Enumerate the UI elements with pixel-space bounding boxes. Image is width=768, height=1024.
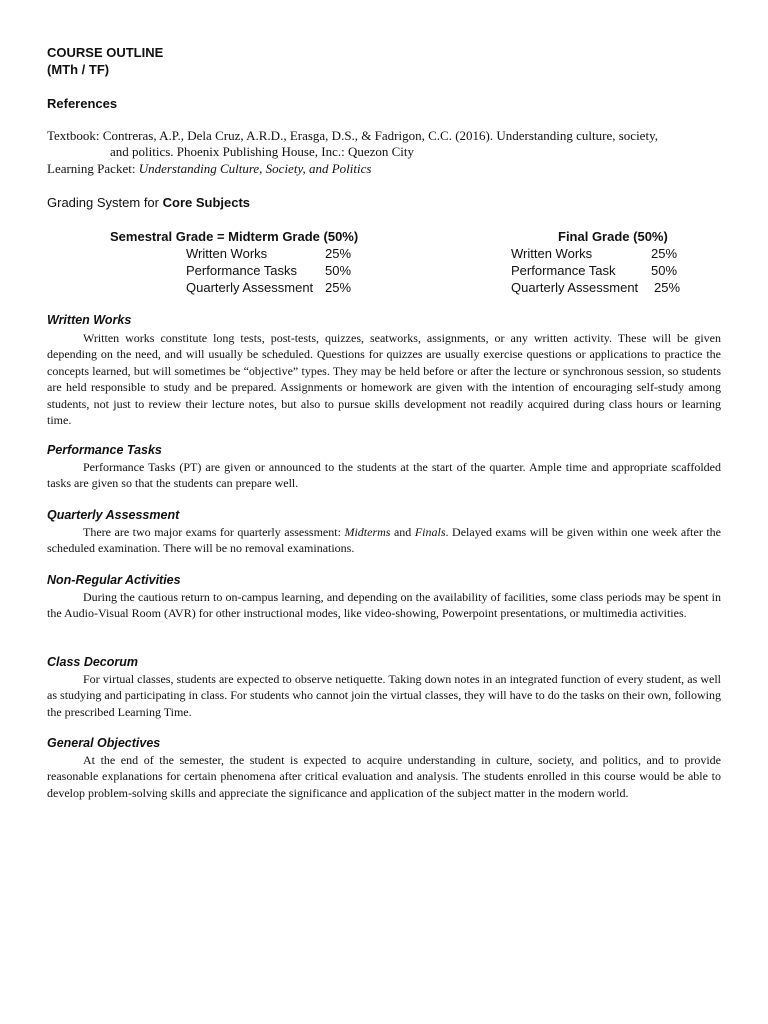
final-row-label: Written Works [511, 246, 593, 261]
section-body-class-decorum: For virtual classes, students are expected to observe netiquette. Taking down notes in an integrated function of every student, as well as studying and participating in class. For students who cannot join the virtual classes, they will have to do the tasks on their own, following the prescribed Learning Time. [47, 672, 721, 719]
reference-textbook [47, 128, 727, 160]
section-body-written-works: Written works constitute long tests, post-tests, quizzes, seatworks, assignments, or any written activity. These will be given depending on the need, and will usually be scheduled. Questions for quizzes are usually exercise questions or applications to practice the concepts learned, but will sometimes be “objective” types. They may be held before or after the lecture or synchronous session, so students are held responsible to study and be prepared. Assignments or homework are given with the intention of encouraging self-study among students, not just to review their lecture notes, but also to pursue skills development not readily acquired during class hours or learning time. [47, 331, 721, 428]
section-heading-general-objectives: General Objectives [47, 736, 161, 750]
semestral-row-label: Written Works [186, 246, 268, 261]
semestral-row-label: Performance Tasks [186, 263, 298, 278]
section-heading-class-decorum: Class Decorum [47, 655, 139, 669]
references-heading: References [47, 96, 118, 111]
final-header: Final Grade (50%) [558, 229, 668, 244]
final-row-label: Quarterly Assessment [511, 280, 639, 295]
grading-bold: Core Subjects [162, 195, 251, 210]
grading-system-label [47, 195, 250, 210]
section-heading-non-regular-activities: Non-Regular Activities [47, 573, 181, 587]
qa-emphasis-midterms: Midterms [344, 525, 391, 539]
section-heading-performance-tasks: Performance Tasks [47, 443, 162, 457]
semestral-row-value: 25% [325, 246, 352, 261]
qa-body-part-b: . Delayed exams will be given within one week after the scheduled examination. There will be no removal examinations. [47, 525, 722, 556]
final-row-value: 25% [654, 280, 681, 295]
title-line-2: (MTh / TF) [47, 62, 110, 77]
section-body-non-regular-activities: During the cautious return to on-campus learning, and depending on the availability of facilities, some class periods may be spent in the Audio-Visual Room (AVR) for other instructional modes, like video-showing, Powerpoint presentations, or multimedia activities. [47, 590, 721, 621]
section-body-general-objectives: At the end of the semester, the student is expected to acquire understanding in culture, society, and politics, and to provide reasonable explanations for certain phenomena after critical evaluation and analysis. The students enrolled in this course would be able to develop problem-solving skills and appreciate the significance and application of the subject matter in the modern world. [47, 753, 721, 800]
textbook-line-2: and politics. Phoenix Publishing House, Inc.: Quezon City [110, 144, 415, 159]
section-heading-quarterly-assessment: Quarterly Assessment [47, 508, 180, 522]
packet-prefix: Learning Packet: [47, 161, 139, 176]
grading-prefix: Grading System for [47, 195, 163, 210]
final-row-label: Performance Task [511, 263, 616, 278]
qa-emphasis-finals: Finals [414, 525, 446, 539]
packet-title: Understanding Culture, Society, and Politics [138, 161, 372, 176]
semestral-header: Semestral Grade = Midterm Grade (50%) [110, 229, 359, 244]
section-body-performance-tasks: Performance Tasks (PT) are given or announced to the students at the start of the quarter. Ample time and appropriate scaffolded tasks are given so that the students can prepare well. [47, 460, 721, 491]
section-body-quarterly-assessment [47, 524, 721, 557]
semestral-row-value: 25% [325, 280, 352, 295]
qa-body-part-a: There are two major exams for quarterly assessment: [83, 525, 345, 539]
page-title [47, 44, 163, 78]
title-line-1: COURSE OUTLINE [47, 45, 164, 60]
semestral-row-label: Quarterly Assessment [186, 280, 314, 295]
qa-and: and [390, 525, 415, 539]
final-row-value: 25% [651, 246, 678, 261]
reference-learning-packet [47, 161, 727, 177]
semestral-row-value: 50% [325, 263, 352, 278]
section-heading-written-works: Written Works [47, 313, 132, 327]
textbook-line-1: Textbook: Contreras, A.P., Dela Cruz, A.R.D., Erasga, D.S., & Fadrigon, C.C. (2016). Understanding culture, society, [47, 128, 658, 143]
final-row-value: 50% [651, 263, 678, 278]
